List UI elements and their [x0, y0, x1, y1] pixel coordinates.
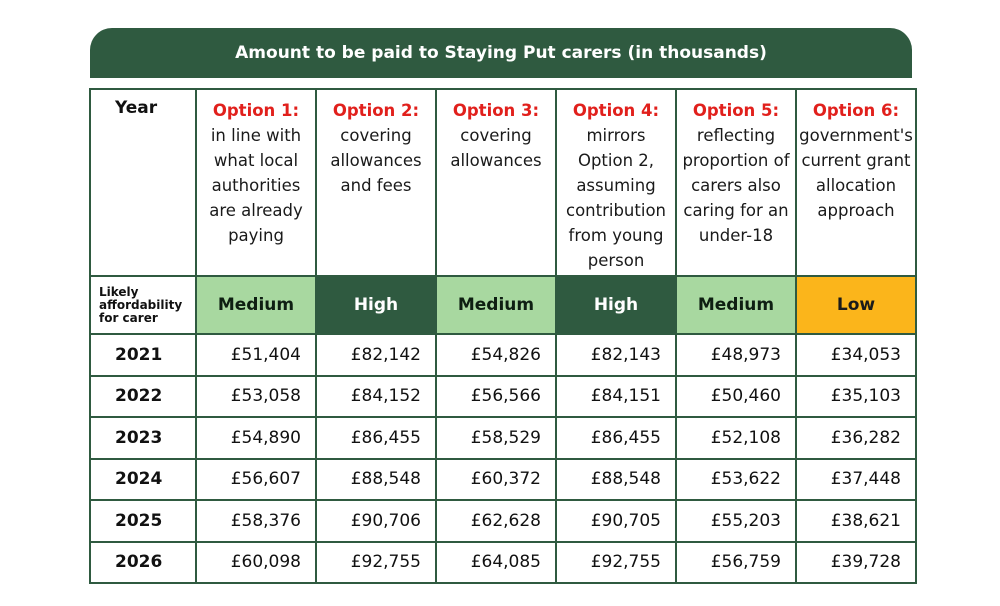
- option-description: covering allowances and fees: [330, 126, 422, 195]
- value-cell: £92,755: [316, 542, 436, 584]
- option-title: Option 4:: [572, 101, 660, 120]
- year-cell: 2025: [90, 500, 196, 542]
- affordability-badge: High: [556, 276, 676, 334]
- option-description: government's current grant allocation approach: [799, 126, 913, 220]
- affordability-badge: Medium: [436, 276, 556, 334]
- option-1-header: [196, 89, 316, 276]
- table-row: [90, 459, 916, 501]
- table-row: [90, 334, 916, 376]
- option-title: Option 6:: [812, 101, 900, 120]
- value-cell: £60,372: [436, 459, 556, 501]
- value-cell: £84,151: [556, 376, 676, 418]
- table-title: Amount to be paid to Staying Put carers (in thousands): [90, 28, 912, 78]
- value-cell: £34,053: [796, 334, 916, 376]
- year-column-header: Year: [90, 89, 196, 276]
- value-cell: £50,460: [676, 376, 796, 418]
- table-row: [90, 500, 916, 542]
- value-cell: £39,728: [796, 542, 916, 584]
- option-description: mirrors Option 2, assuming contribution from young person: [566, 126, 666, 270]
- value-cell: £58,376: [196, 500, 316, 542]
- option-2-header: [316, 89, 436, 276]
- value-cell: £55,203: [676, 500, 796, 542]
- year-cell: 2023: [90, 417, 196, 459]
- value-cell: £38,621: [796, 500, 916, 542]
- affordability-label: Likely affordability for carer: [90, 276, 196, 334]
- year-cell: 2021: [90, 334, 196, 376]
- value-cell: £82,143: [556, 334, 676, 376]
- value-cell: £88,548: [316, 459, 436, 501]
- value-cell: £62,628: [436, 500, 556, 542]
- affordability-badge: High: [316, 276, 436, 334]
- value-cell: £64,085: [436, 542, 556, 584]
- value-cell: £84,152: [316, 376, 436, 418]
- value-cell: £56,566: [436, 376, 556, 418]
- value-cell: £56,607: [196, 459, 316, 501]
- option-title: Option 2:: [332, 101, 420, 120]
- affordability-row: [90, 276, 916, 334]
- option-title: Option 3:: [452, 101, 540, 120]
- affordability-badge: Low: [796, 276, 916, 334]
- header-row: [90, 89, 916, 276]
- payments-table: [89, 88, 917, 584]
- value-cell: £37,448: [796, 459, 916, 501]
- value-cell: £52,108: [676, 417, 796, 459]
- value-cell: £36,282: [796, 417, 916, 459]
- value-cell: £56,759: [676, 542, 796, 584]
- value-cell: £54,890: [196, 417, 316, 459]
- option-5-header: [676, 89, 796, 276]
- value-cell: £86,455: [556, 417, 676, 459]
- value-cell: £53,058: [196, 376, 316, 418]
- value-cell: £48,973: [676, 334, 796, 376]
- value-cell: £88,548: [556, 459, 676, 501]
- value-cell: £35,103: [796, 376, 916, 418]
- year-cell: 2024: [90, 459, 196, 501]
- affordability-badge: Medium: [196, 276, 316, 334]
- table-row: [90, 376, 916, 418]
- option-title: Option 5:: [692, 101, 780, 120]
- option-4-header: [556, 89, 676, 276]
- value-cell: £90,706: [316, 500, 436, 542]
- affordability-badge: Medium: [676, 276, 796, 334]
- value-cell: £92,755: [556, 542, 676, 584]
- value-cell: £53,622: [676, 459, 796, 501]
- value-cell: £86,455: [316, 417, 436, 459]
- year-cell: 2026: [90, 542, 196, 584]
- option-description: reflecting proportion of carers also caring for an under-18: [682, 126, 790, 245]
- value-cell: £60,098: [196, 542, 316, 584]
- value-cell: £90,705: [556, 500, 676, 542]
- value-cell: £82,142: [316, 334, 436, 376]
- option-3-header: [436, 89, 556, 276]
- option-6-header: [796, 89, 916, 276]
- value-cell: £51,404: [196, 334, 316, 376]
- value-cell: £58,529: [436, 417, 556, 459]
- table-row: [90, 417, 916, 459]
- option-description: in line with what local authorities are already paying: [209, 126, 303, 245]
- table-row: [90, 542, 916, 584]
- option-description: covering allowances: [450, 126, 542, 170]
- year-cell: 2022: [90, 376, 196, 418]
- value-cell: £54,826: [436, 334, 556, 376]
- option-title: Option 1:: [212, 101, 300, 120]
